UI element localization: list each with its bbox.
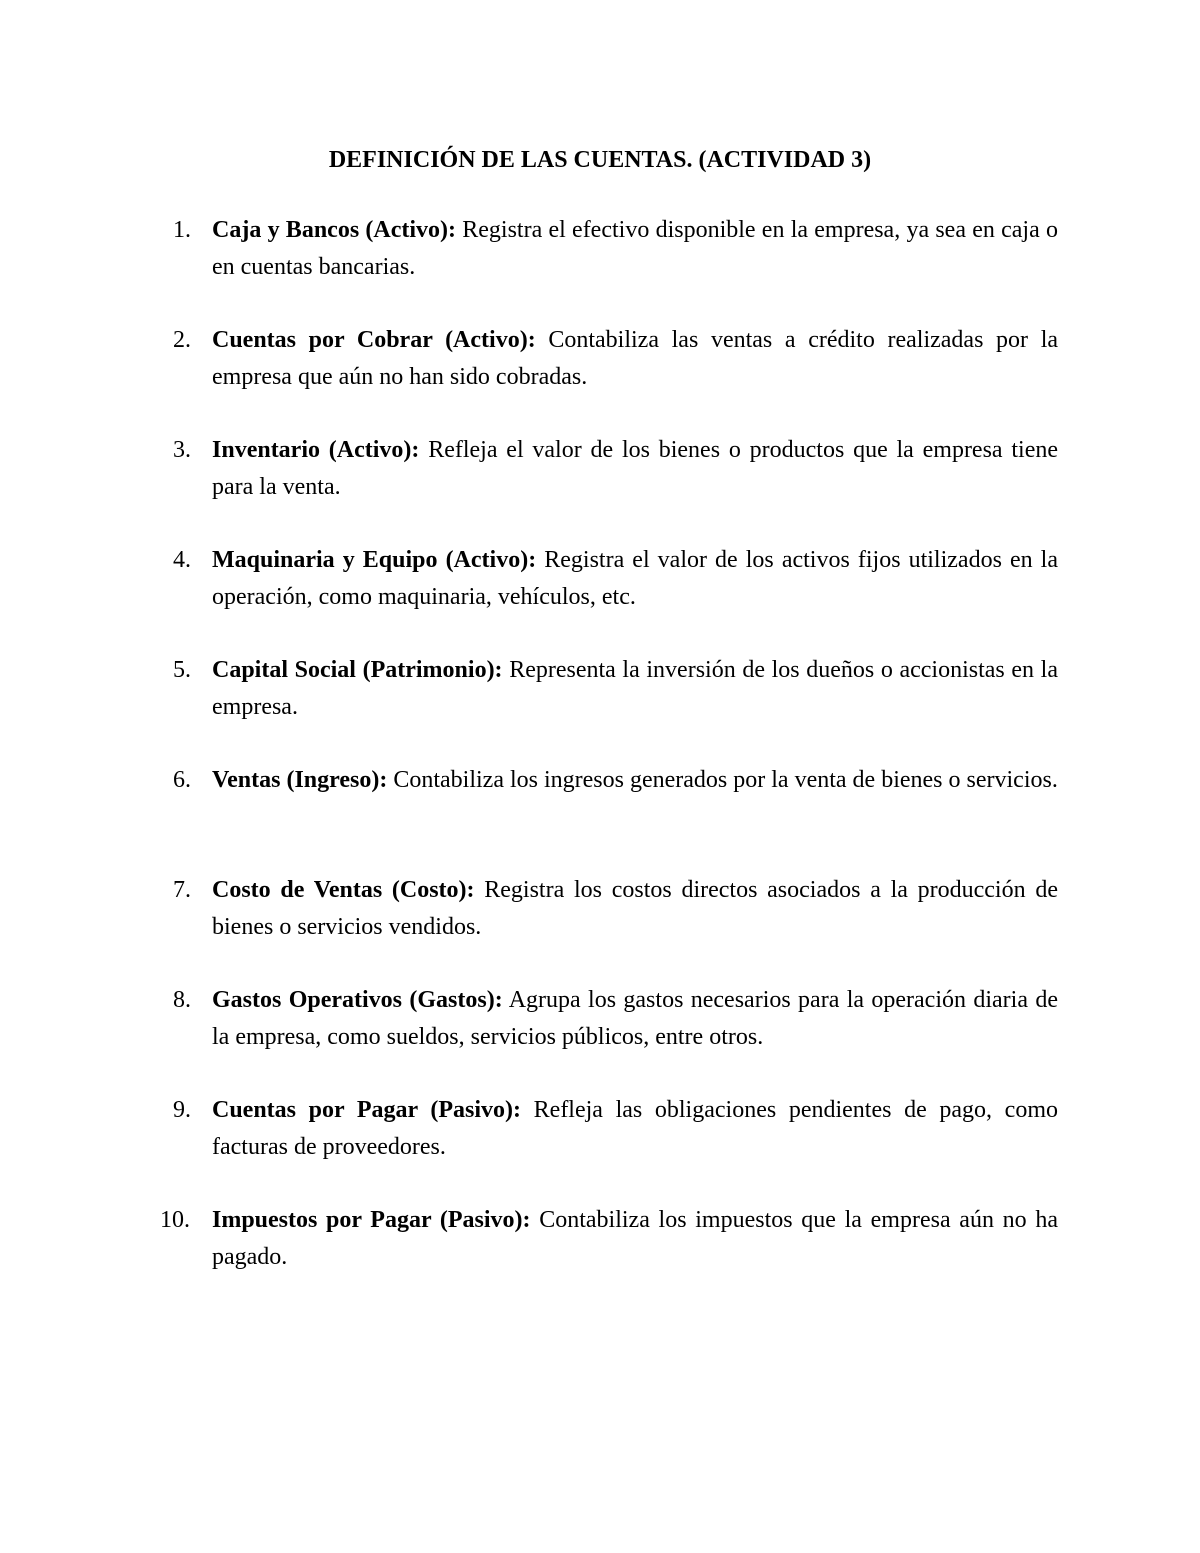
list-item [0, 542, 1200, 652]
account-definitions-list [0, 212, 1200, 1312]
item-text [212, 872, 1058, 946]
item-term: Costo de Ventas (Costo): [212, 877, 475, 903]
document-title: DEFINICIÓN DE LAS CUENTAS. (ACTIVIDAD 3) [328, 147, 872, 173]
list-item [0, 982, 1200, 1092]
item-term: Cuentas por Pagar (Pasivo): [212, 1097, 522, 1123]
list-item [0, 762, 1200, 872]
item-definition: Contabiliza las ventas a crédito realizadas por la empresa que aún no han sido cobradas. [212, 327, 1059, 390]
item-text [212, 432, 1058, 506]
list-item [0, 872, 1200, 982]
list-item [0, 432, 1200, 542]
item-term: Caja y Bancos (Activo): [212, 217, 457, 243]
item-definition: Refleja las obligaciones pendientes de pago, como facturas de proveedores. [212, 1097, 1058, 1160]
item-term: Capital Social (Patrimonio): [212, 657, 503, 683]
item-term: Inventario (Activo): [212, 437, 420, 463]
item-term: Gastos Operativos (Gastos): [212, 987, 503, 1013]
list-item [0, 1092, 1200, 1202]
list-item [0, 322, 1200, 432]
item-number: 10. [160, 1207, 190, 1233]
item-definition: Registra el valor de los activos fijos utilizados en la operación, como maquinaria, vehículos, etc. [212, 547, 1058, 610]
item-text [212, 1092, 1058, 1166]
item-number: 1. [173, 217, 191, 243]
item-number: 4. [173, 547, 191, 573]
item-definition: Registra los costos directos asociados a la producción de bienes o servicios vendidos. [212, 877, 1058, 940]
item-definition: Contabiliza los impuestos que la empresa aún no ha pagado. [212, 1207, 1058, 1270]
item-definition: Refleja el valor de los bienes o productos que la empresa tiene para la venta. [212, 437, 1059, 500]
item-text [212, 542, 1058, 616]
item-term: Maquinaria y Equipo (Activo): [212, 547, 537, 573]
item-term: Ventas (Ingreso): [212, 767, 388, 793]
item-number: 2. [173, 327, 191, 353]
list-item [0, 1202, 1200, 1312]
item-term: Impuestos por Pagar (Pasivo): [212, 1207, 531, 1233]
item-text [212, 982, 1058, 1056]
item-term: Cuentas por Cobrar (Activo): [212, 327, 536, 353]
item-definition: Contabiliza los ingresos generados por la venta de bienes o servicios. [387, 767, 1058, 793]
item-number: 8. [173, 987, 191, 1013]
item-definition: Representa la inversión de los dueños o accionistas en la empresa. [212, 657, 1058, 720]
item-number: 3. [173, 437, 191, 463]
list-item [0, 652, 1200, 762]
item-text [212, 1202, 1058, 1276]
item-number: 7. [173, 877, 191, 903]
list-item [0, 212, 1200, 322]
item-definition: Agrupa los gastos necesarios para la operación diaria de la empresa, como sueldos, servicios públicos, entre otros. [212, 987, 1058, 1050]
item-text [212, 212, 1058, 286]
item-text [212, 652, 1058, 726]
item-definition: Registra el efectivo disponible en la empresa, ya sea en caja o en cuentas bancarias. [212, 217, 1058, 280]
item-text [212, 762, 1058, 799]
item-number: 9. [173, 1097, 191, 1123]
item-number: 6. [173, 767, 191, 793]
item-number: 5. [173, 657, 191, 683]
item-text [212, 322, 1058, 396]
